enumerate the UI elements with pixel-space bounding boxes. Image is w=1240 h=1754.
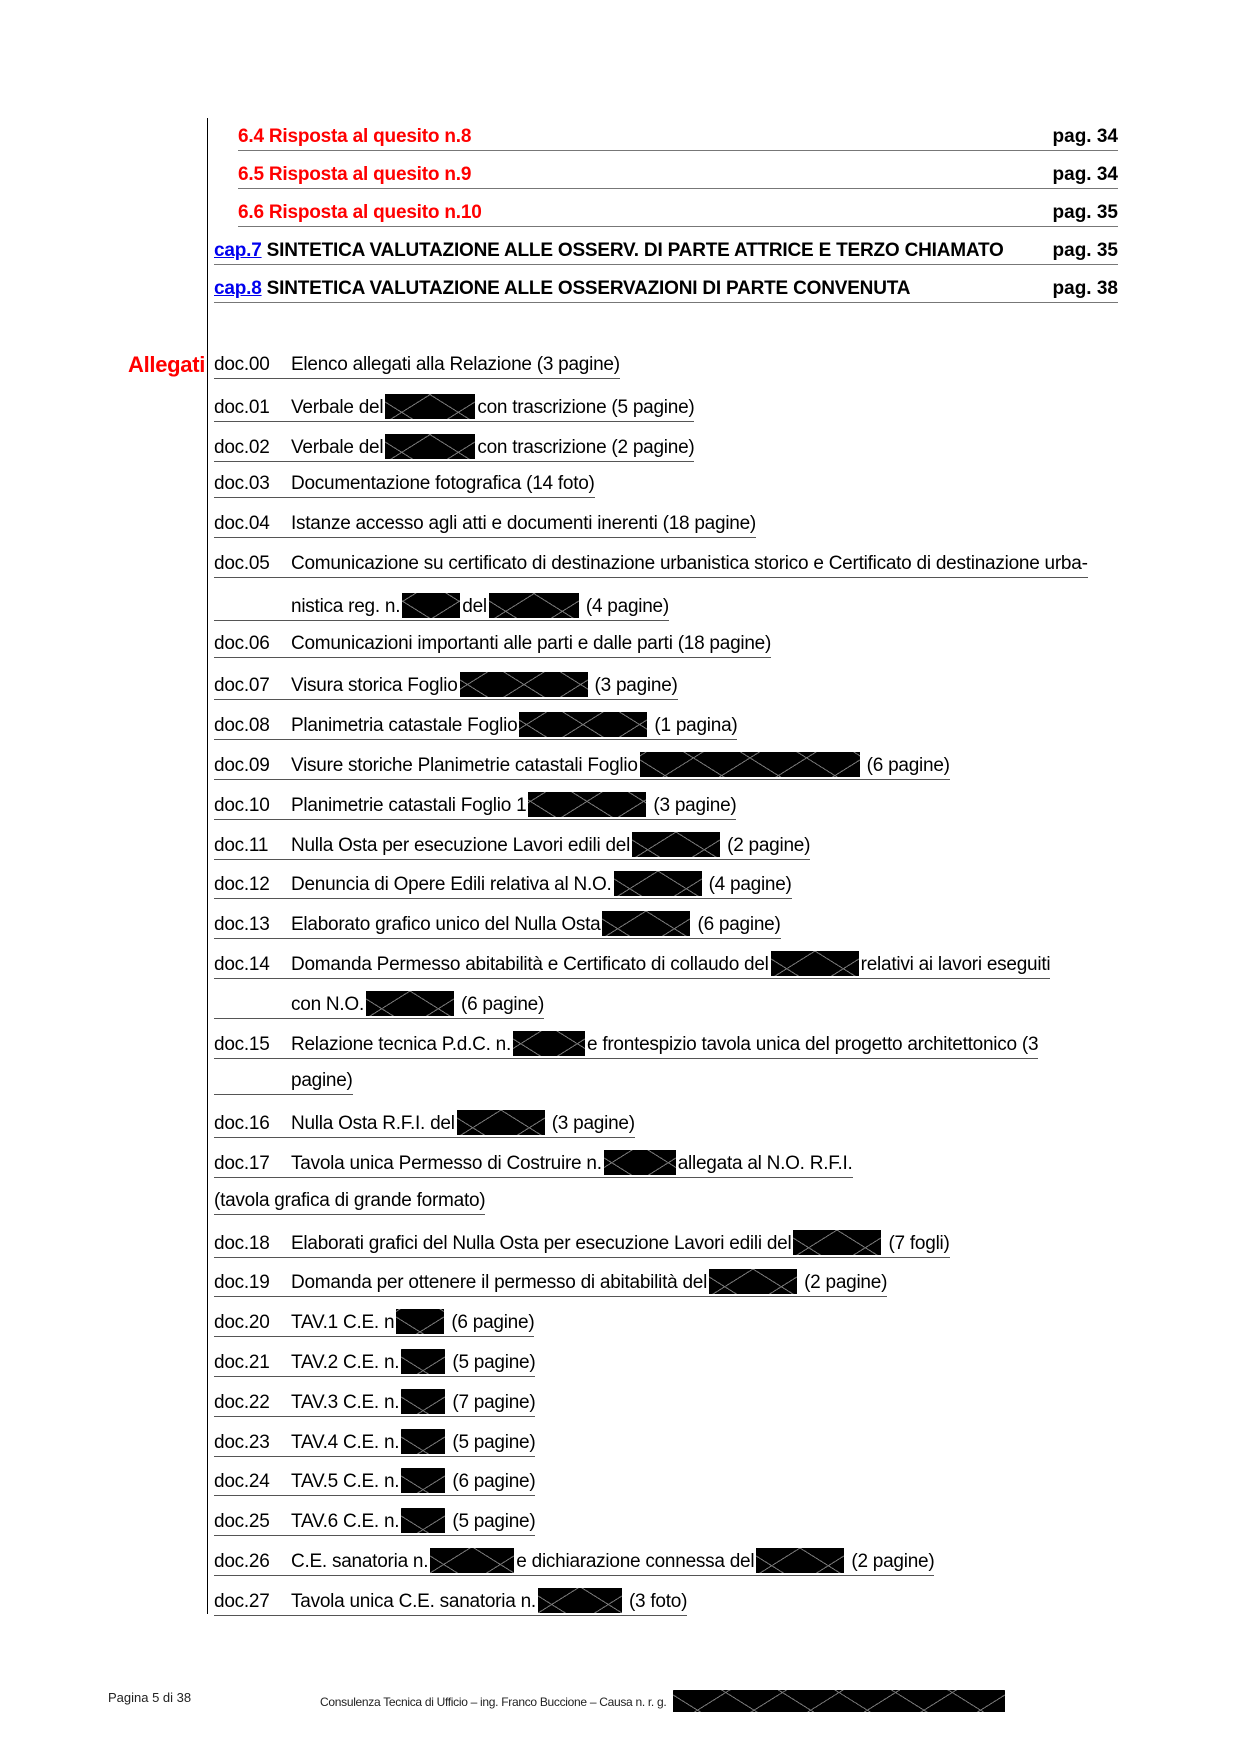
- attachment-code: doc.01: [214, 396, 270, 418]
- attachment-description: Visure storiche Planimetrie catastali Foglio: [291, 754, 638, 776]
- attachment-code: doc.05: [214, 552, 270, 574]
- attachment-description: (6 pagine): [861, 754, 950, 776]
- attachment-line: [214, 1029, 1124, 1069]
- attachment-description: con N.O.: [291, 993, 364, 1015]
- attachment-description: Verbale del: [291, 396, 384, 418]
- chapter-link[interactable]: cap.8: [214, 278, 262, 299]
- attachment-text: [214, 394, 694, 422]
- attachment-description: TAV.4 C.E. n.: [291, 1431, 400, 1453]
- attachment-text: [214, 1230, 950, 1258]
- attachment-description: Relazione tecnica P.d.C. n.: [291, 1033, 511, 1055]
- toc-page-number: pag. 34: [1052, 164, 1118, 185]
- attachment-description: Documentazione fotografica (14 foto): [291, 473, 595, 495]
- attachment-description: TAV.2 C.E. n.: [291, 1351, 400, 1373]
- attachment-description: C.E. sanatoria n.: [291, 1550, 429, 1572]
- redacted-block: [401, 1429, 445, 1454]
- attachment-line: [214, 1466, 1124, 1506]
- attachment-line: [214, 869, 1124, 909]
- attachment-description: Planimetrie catastali Foglio 1: [291, 794, 527, 816]
- redacted-block: [709, 1269, 797, 1294]
- redacted-block: [602, 911, 690, 936]
- attachment-description: Elaborato grafico unico del Nulla Osta: [291, 914, 601, 936]
- attachment-description: Visura storica Foglio: [291, 675, 458, 697]
- attachment-description: Denuncia di Opere Edili relativa al N.O.: [291, 874, 612, 896]
- redacted-block: [385, 394, 475, 419]
- toc-entry-title: [238, 126, 471, 148]
- margin-rule: [207, 118, 208, 1614]
- attachment-code: doc.09: [214, 754, 270, 776]
- attachment-line: [214, 1307, 1124, 1347]
- redacted-block: [401, 1349, 445, 1374]
- attachment-text: [214, 553, 1088, 578]
- attachment-text: [214, 911, 781, 939]
- attachment-line: [214, 1188, 1124, 1228]
- toc-page-number: pag. 34: [1052, 126, 1118, 147]
- attachment-description: e dichiarazione connessa del: [516, 1550, 755, 1572]
- attachment-text: [214, 434, 694, 462]
- attachment-line: [214, 1108, 1124, 1148]
- toc-entry-label: SINTETICA VALUTAZIONE ALLE OSSERV. DI PARTE ATTRICE E TERZO CHIAMATO: [261, 240, 1004, 261]
- attachment-code: doc.08: [214, 715, 270, 737]
- attachment-line: [214, 1347, 1124, 1387]
- redacted-block: [640, 752, 860, 777]
- attachment-line: [214, 670, 1124, 710]
- attachment-text: [214, 1190, 485, 1215]
- toc-section-row: [214, 160, 1118, 198]
- attachment-text: [214, 1468, 535, 1496]
- attachment-description: Comunicazioni importanti alle parti e dalle parti (18 pagine): [291, 632, 772, 654]
- table-of-contents: [214, 122, 1118, 312]
- attachment-text: [214, 991, 544, 1019]
- toc-entry-label: SINTETICA VALUTAZIONE ALLE OSSERVAZIONI DI PARTE CONVENUTA: [261, 278, 911, 299]
- redacted-block: [528, 792, 646, 817]
- attachment-description: (6 pagine): [447, 1471, 536, 1493]
- chapter-link[interactable]: cap.7: [214, 240, 262, 261]
- attachment-code: doc.21: [214, 1351, 270, 1373]
- attachment-line: [214, 1267, 1124, 1307]
- redacted-block: [396, 1309, 444, 1334]
- attachment-line: [214, 790, 1124, 830]
- attachment-code: doc.20: [214, 1312, 270, 1334]
- attachment-code: doc.02: [214, 436, 270, 458]
- redacted-block: [538, 1588, 622, 1613]
- toc-page-number: pag. 38: [1052, 278, 1118, 299]
- toc-entry-title: [238, 164, 471, 186]
- attachment-line: [214, 1586, 1124, 1626]
- attachment-text: [214, 354, 620, 379]
- attachment-line: [214, 511, 1124, 551]
- attachment-line: [214, 591, 1124, 631]
- redacted-block: [402, 593, 460, 618]
- attachment-description: Nulla Osta per esecuzione Lavori edili del: [291, 834, 631, 856]
- attachment-description: Nulla Osta R.F.I. del: [291, 1113, 455, 1135]
- toc-entry-title: [214, 240, 1004, 262]
- redacted-block: [401, 1508, 445, 1533]
- attachment-description: (3 pagine): [589, 675, 678, 697]
- toc-underline: [214, 264, 1118, 265]
- attachment-text: [214, 593, 669, 621]
- attachment-text: [214, 513, 756, 538]
- attachment-description: TAV.3 C.E. n.: [291, 1391, 400, 1413]
- attachment-line: [214, 989, 1124, 1029]
- redacted-block: [385, 434, 475, 459]
- toc-entry-label: 6.5 Risposta al quesito n.9: [238, 164, 472, 185]
- toc-section-row: [214, 122, 1118, 160]
- attachment-line: [214, 1148, 1124, 1188]
- attachment-text: [214, 1269, 887, 1297]
- attachment-description: TAV.1 C.E. n: [291, 1312, 395, 1334]
- attachment-description: con trascrizione (2 pagine): [477, 436, 695, 458]
- toc-underline: [238, 226, 1118, 227]
- attachment-text: [214, 1070, 353, 1095]
- footer-text: [320, 1690, 1007, 1712]
- attachment-description: relativi ai lavori eseguiti: [860, 953, 1051, 975]
- attachment-line: [214, 352, 1124, 392]
- attachment-text: [214, 871, 792, 899]
- toc-underline: [238, 150, 1118, 151]
- attachment-code: doc.15: [214, 1033, 270, 1055]
- attachment-description: (6 pagine): [446, 1312, 535, 1334]
- attachment-text: [214, 1031, 1038, 1059]
- attachment-line: [214, 551, 1124, 591]
- redacted-block: [513, 1031, 585, 1056]
- attachment-text: [214, 792, 736, 820]
- attachment-code: doc.03: [214, 473, 270, 495]
- attachment-text: [214, 1508, 535, 1536]
- attachment-line: [214, 1506, 1124, 1546]
- redacted-block: [756, 1548, 844, 1573]
- attachment-text: [214, 752, 950, 780]
- attachment-code: doc.19: [214, 1272, 270, 1294]
- attachment-description: Planimetria catastale Foglio: [291, 715, 518, 737]
- attachment-code: doc.07: [214, 675, 270, 697]
- attachment-description: TAV.5 C.E. n.: [291, 1471, 400, 1493]
- attachment-line: [214, 1068, 1124, 1108]
- attachment-description: Elenco allegati alla Relazione (3 pagine): [291, 354, 620, 375]
- attachment-line: [214, 1546, 1124, 1586]
- attachment-code: doc.24: [214, 1471, 270, 1493]
- attachment-code: doc.16: [214, 1113, 270, 1135]
- attachment-code: doc.06: [214, 632, 270, 654]
- attachment-line: [214, 1427, 1124, 1467]
- toc-page-number: pag. 35: [1052, 240, 1118, 261]
- redacted-block: [430, 1548, 514, 1573]
- attachment-code: doc.11: [214, 834, 269, 856]
- attachment-description: (tavola grafica di grande formato): [214, 1189, 486, 1211]
- attachment-code: doc.04: [214, 513, 270, 535]
- attachment-text: [214, 951, 1050, 979]
- attachment-text: [214, 1309, 534, 1337]
- attachment-description: allegata al N.O. R.F.I.: [677, 1152, 853, 1174]
- attachment-description: pagine): [291, 1070, 353, 1092]
- attachment-code: doc.18: [214, 1232, 270, 1254]
- attachment-description: (5 pagine): [447, 1511, 536, 1533]
- attachment-description: (4 pagine): [580, 595, 669, 617]
- attachment-description: (7 fogli): [883, 1232, 950, 1254]
- attachment-description: Domanda Permesso abitabilità e Certificato di collaudo del: [291, 953, 769, 975]
- attachment-line: [214, 432, 1124, 472]
- attachment-description: Verbale del: [291, 436, 384, 458]
- attachment-description: Comunicazione su certificato di destinazione urbanistica storico e Certificato di destinazione urba-: [291, 552, 1088, 574]
- attachment-text: [214, 1150, 853, 1178]
- redacted-block: [673, 1690, 1005, 1712]
- attachments-list: [214, 352, 1124, 1626]
- attachment-code: doc.14: [214, 953, 270, 975]
- attachment-description: TAV.6 C.E. n.: [291, 1511, 400, 1533]
- attachment-line: [214, 392, 1124, 432]
- redacted-block: [604, 1150, 676, 1175]
- redacted-block: [489, 593, 579, 618]
- toc-entry-label: 6.6 Risposta al quesito n.10: [238, 202, 482, 223]
- attachment-text: [214, 633, 771, 658]
- page-number: Pagina 5 di 38: [108, 1690, 192, 1705]
- toc-underline: [238, 188, 1118, 189]
- attachment-text: [214, 1548, 934, 1576]
- attachment-description: (2 pagine): [722, 834, 811, 856]
- attachment-description: (2 pagine): [799, 1272, 888, 1294]
- redacted-block: [401, 1468, 445, 1493]
- toc-page-number: pag. 35: [1052, 202, 1118, 223]
- redacted-block: [460, 672, 588, 697]
- attachment-line: [214, 909, 1124, 949]
- attachment-text: [214, 1110, 635, 1138]
- attachment-code: doc.23: [214, 1431, 270, 1453]
- toc-underline: [214, 302, 1118, 303]
- toc-entry-label: 6.4 Risposta al quesito n.8: [238, 126, 472, 147]
- attachment-line: [214, 830, 1124, 870]
- attachment-description: (7 pagine): [447, 1391, 536, 1413]
- attachment-line: [214, 1387, 1124, 1427]
- attachment-description: Domanda per ottenere il permesso di abitabilità del: [291, 1272, 708, 1294]
- attachment-line: [214, 750, 1124, 790]
- attachment-description: (3 foto): [623, 1590, 688, 1612]
- attachment-text: [214, 1349, 535, 1377]
- attachment-code: doc.00: [214, 354, 270, 375]
- attachment-description: (2 pagine): [846, 1550, 935, 1572]
- toc-entry-title: [238, 202, 482, 224]
- attachment-text: [214, 473, 595, 498]
- attachment-code: doc.10: [214, 794, 270, 816]
- attachment-description: Istanze accesso agli atti e documenti inerenti (18 pagine): [291, 513, 756, 535]
- attachment-description: (5 pagine): [447, 1431, 536, 1453]
- redacted-block: [632, 832, 720, 857]
- attachment-description: Tavola unica Permesso di Costruire n.: [291, 1152, 602, 1174]
- footer-caption: Consulenza Tecnica di Ufficio – ing. Franco Buccione – Causa n. r. g.: [320, 1695, 667, 1709]
- attachment-code: doc.26: [214, 1550, 270, 1572]
- redacted-block: [793, 1230, 881, 1255]
- attachment-code: doc.13: [214, 914, 270, 936]
- attachment-description: con trascrizione (5 pagine): [477, 396, 695, 418]
- attachment-code: doc.17: [214, 1152, 270, 1174]
- attachment-description: (5 pagine): [447, 1351, 536, 1373]
- attachment-code: doc.25: [214, 1511, 270, 1533]
- attachment-line: [214, 471, 1124, 511]
- redacted-block: [457, 1110, 545, 1135]
- attachment-description: Elaborati grafici del Nulla Osta per esecuzione Lavori edili del: [291, 1232, 792, 1254]
- toc-chapter-row: [214, 236, 1118, 274]
- attachment-description: (6 pagine): [692, 914, 781, 936]
- attachment-description: e frontespizio tavola unica del progetto architettonico (3: [586, 1033, 1039, 1055]
- attachment-description: (3 pagine): [648, 794, 737, 816]
- attachment-text: [214, 832, 810, 860]
- attachment-code: doc.27: [214, 1590, 270, 1612]
- attachment-code: doc.22: [214, 1391, 270, 1413]
- attachment-line: [214, 949, 1124, 989]
- attachment-code: doc.12: [214, 874, 270, 896]
- attachment-text: [214, 712, 737, 740]
- redacted-block: [771, 951, 859, 976]
- attachment-text: [214, 1389, 535, 1417]
- redacted-block: [519, 712, 647, 737]
- redacted-block: [366, 991, 454, 1016]
- toc-entry-title: [214, 278, 910, 300]
- allegati-heading: Allegati: [128, 352, 206, 377]
- attachment-description: del: [462, 595, 487, 617]
- toc-chapter-row: [214, 274, 1118, 312]
- toc-section-row: [214, 198, 1118, 236]
- attachment-description: (1 pagina): [649, 715, 738, 737]
- attachment-description: (6 pagine): [455, 993, 545, 1015]
- attachment-description: Tavola unica C.E. sanatoria n.: [291, 1590, 536, 1612]
- attachment-text: [214, 1588, 687, 1616]
- attachment-text: [214, 672, 678, 700]
- attachment-description: nistica reg. n.: [291, 595, 401, 617]
- attachment-description: (4 pagine): [703, 874, 792, 896]
- redacted-block: [614, 871, 702, 896]
- redacted-block: [401, 1389, 445, 1414]
- attachment-line: [214, 1228, 1124, 1268]
- attachment-description: (3 pagine): [546, 1113, 635, 1135]
- attachment-text: [214, 1429, 535, 1457]
- attachment-line: [214, 710, 1124, 750]
- attachment-line: [214, 631, 1124, 671]
